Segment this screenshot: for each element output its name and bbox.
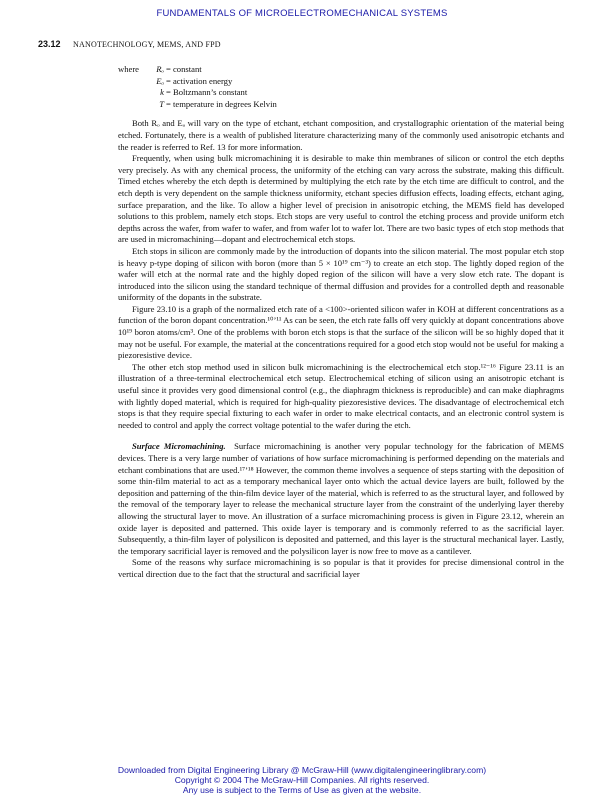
paragraph-etch-depth-control: Frequently, when using bulk micromachining it is desirable to make thin membranes of silicon or control the etch depths very precisely. As with any chemical process, the uniformity of the etching can vary across the substrate, making this difficult. Timed etches whereby the etch depth is determined by multiplying the etch rate by the etch time are difficult to control, and the etch depth is very dependent on the sample thickness uniformity, etchant species diffusion effects, loading effects, etchant aging, surface preparation, and the like. To allow a higher level of precision in anisotropic etching, the MEMS field has developed solutions to this problem, namely etch stops. Etch stops are very useful to control the etching process and provide uniform etch depths across the wafer, from wafer to wafer, and from wafer lot to wafer lot. There are two basic types of etch stop methods that are used in micromachining—dopant and electrochemical etch stops. bbox=[118, 153, 564, 245]
where-label: where bbox=[118, 64, 139, 74]
body-text bbox=[118, 64, 564, 581]
variable-definition: = Boltzmann’s constant bbox=[166, 87, 248, 98]
paragraph-etchant-variation: Both Rₒ and Eₐ will vary on the type of etchant, etchant composition, and crystallographic orientation of the material being etched. Fortunately, there is a wealth of published literature characterizing many of the commonly used anisotropic etchants and the reader is referred to Ref. 13 for more information. bbox=[118, 118, 564, 152]
variable-row bbox=[118, 64, 564, 76]
running-head bbox=[38, 39, 221, 49]
variable-symbol: k bbox=[160, 87, 164, 98]
footer-copyright-line: Copyright © 2004 The McGraw-Hill Companies. All rights reserved. bbox=[174, 775, 430, 785]
paragraph-electrochemical-etch-stop: The other etch stop method used in silicon bulk micromachining is the electrochemical etch stop.¹²⁻¹⁶ Figure 23.11 is an illustration of a three-terminal electrochemical etch setup. Electrochemical etching of silicon using an anisotropic etchant is useful since it provides very good dimensional control (e.g., the diaphragm thickness is reproducible) and can make diaphragms with lightly doped material, which is required for high-quality piezoresistive devices. The disadvantage of electrochemical etch stops is that they require special fixturing to each wafer in order to make electrical contacts, and an electronic control system is needed to control and apply the correct voltage potential to the wafer during the etch. bbox=[118, 361, 564, 430]
chapter-title: NANOTECHNOLOGY, MEMS, AND FPD bbox=[73, 40, 221, 49]
variable-symbol: T bbox=[159, 98, 164, 109]
section-heading: Surface Micromachining. bbox=[132, 441, 226, 452]
variable-definitions bbox=[118, 64, 564, 110]
book-banner-title: FUNDAMENTALS OF MICROELECTROMECHANICAL SYSTEMS bbox=[156, 8, 448, 19]
variable-definition: = activation energy bbox=[166, 75, 233, 86]
footer-download-line[interactable]: Downloaded from Digital Engineering Library @ McGraw-Hill (www.digitalengineeringlibrary.com) bbox=[117, 765, 487, 775]
paragraph-surface-micromachining bbox=[118, 441, 564, 557]
section-text: Surface micromachining is another very popular technology for the fabrication of MEMS devices. There is a very large number of variations of how surface micromachining is performed depending on the materials and etchant combinations that are used.¹⁷ʼ¹⁸ However, the common theme involves a sequence of steps starting with the deposition of some thin-film material to act as a temporary mechanical layer onto which the actual device layers are built, followed by the deposition and patterning of the thin-film device layer of the material, which is referred to as the structural layer, and followed by the removal of the temporary layer to release the mechanical structure layer from the constraint of the underlying layer thereby allowing the structural layer to move. An illustration of a surface micromachining process is given in Figure 23.12, wherein an oxide layer is deposited and patterned. This oxide layer is temporary and is commonly referred to as the sacrificial layer. Subsequently, a thin-film layer of polysilicon is deposited and patterned, and this layer is the structural mechanical layer. Lastly, the temporary sacrificial layer is removed and the polysilicon layer is now free to move as a cantilever. bbox=[118, 441, 564, 556]
variable-definition: = constant bbox=[166, 64, 202, 74]
variable-symbol: Rₒ bbox=[156, 64, 164, 74]
variable-row bbox=[118, 87, 564, 99]
variable-symbol: Eₐ bbox=[156, 75, 164, 86]
footer-terms-line[interactable]: Any use is subject to the Terms of Use as given at the website. bbox=[182, 785, 422, 795]
page-number: 23.12 bbox=[38, 39, 61, 49]
download-footer bbox=[0, 765, 604, 795]
variable-row bbox=[118, 76, 564, 88]
paragraph-surface-reasons: Some of the reasons why surface micromachining is so popular is that it provides for precise dimensional control in the vertical direction due to the fact that the structural and sacrificial layer bbox=[118, 557, 564, 579]
paragraph-dopant-etch-stop: Etch stops in silicon are commonly made by the introduction of dopants into the silicon material. The most popular etch stop is heavy p-type doping of silicon with boron (more than 5 × 10¹⁹ cm⁻³) to create an etch stop. The lightly doped region of the wafer will etch at the normal rate and the highly doped region of the silicon will have a very slow etch rate. The dopant is introduced into the silicon using the standard technique of thermal diffusion and provides for a controlled depth and reasonable uniformity of the dopants in the substrate. bbox=[118, 245, 564, 303]
variable-definition: = temperature in degrees Kelvin bbox=[166, 98, 277, 109]
paragraph-boron-concentration: Figure 23.10 is a graph of the normalized etch rate of a <100>-oriented silicon wafer in KOH at different concentrations as a function of the boron dopant concentration.¹⁰ʼ¹¹ As can be seen, the etch rate falls off very quickly at dopant concentrations above 10¹⁹ boron atoms/cm³. One of the problems with boron etch stops is that the surface of the silicon will be so highly doped that it may not be useful. For example, the material at the concentrations required for a good etch stop would not be useful for making a piezoresistive device. bbox=[118, 303, 564, 361]
variable-row bbox=[118, 99, 564, 111]
